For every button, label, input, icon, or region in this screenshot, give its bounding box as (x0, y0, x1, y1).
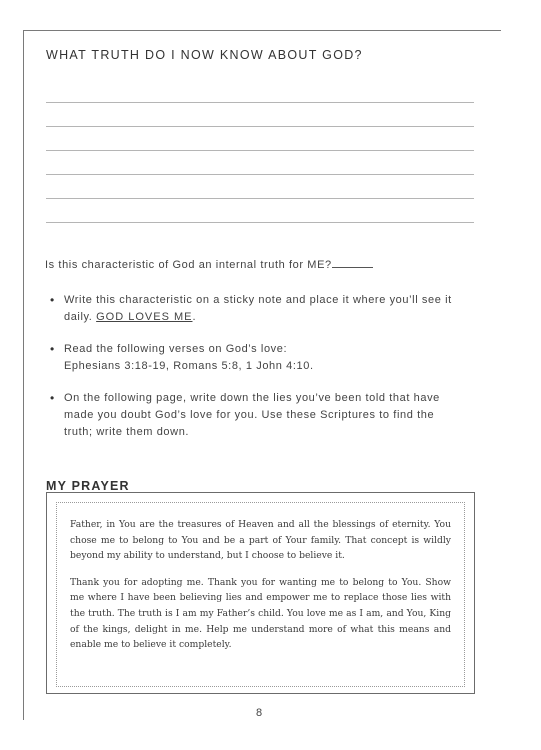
answer-line[interactable] (46, 102, 474, 103)
bullet-icon: • (50, 293, 55, 307)
answer-line[interactable] (46, 198, 474, 199)
section-heading: WHAT TRUTH DO I NOW KNOW ABOUT GOD? (46, 48, 363, 62)
action-text: Read the following verses on God’s love: (64, 343, 288, 355)
page-frame-left-border (23, 30, 24, 720)
prayer-inner-frame (56, 502, 465, 687)
bullet-icon: • (50, 342, 55, 356)
prayer-heading: MY PRAYER (46, 479, 130, 493)
answer-line[interactable] (46, 222, 474, 223)
reflection-question (45, 258, 475, 271)
prayer-paragraph: Thank you for adopting me. Thank you for wanting me to belong to You. Show me where I have been believing lies and empower me to replace those lies with the truth. The truth is I am my Father’s child. You love me as I am, and You, King of the kings, delight in me. Help me understand more of what this means and enable me to believe it completely. (70, 576, 451, 651)
action-list (46, 292, 466, 456)
list-item (46, 390, 466, 441)
bullet-icon: • (50, 391, 55, 405)
emphasis-text: GOD LOVES ME (96, 311, 193, 323)
action-text: On the following page, write down the lies you’ve been told that have made you doubt God’s love for you. Use these Scriptures to find the truth; write them down. (64, 392, 440, 438)
action-text-end: . (192, 311, 197, 323)
answer-blank[interactable] (332, 258, 373, 268)
prayer-box (46, 492, 475, 694)
page-number: 8 (255, 707, 263, 719)
verse-references: Ephesians 3:18-19, Romans 5:8, 1 John 4:10. (64, 360, 314, 372)
action-text: Write this characteristic on a sticky note and place it where you’ll see it daily. (64, 294, 452, 323)
page-frame-top-border (23, 30, 501, 31)
answer-line[interactable] (46, 126, 474, 127)
list-item (46, 292, 466, 326)
prayer-paragraph: Father, in You are the treasures of Heaven and all the blessings of eternity. You chose me to belong to You and be a part of Your family. That concept is wildly beyond my ability to understand, but I choose to believe it. (70, 519, 451, 562)
answer-line[interactable] (46, 174, 474, 175)
list-item (46, 341, 466, 375)
answer-line[interactable] (46, 150, 474, 151)
question-text: Is this characteristic of God an internal truth for ME? (45, 259, 332, 271)
answer-lines (46, 102, 474, 246)
